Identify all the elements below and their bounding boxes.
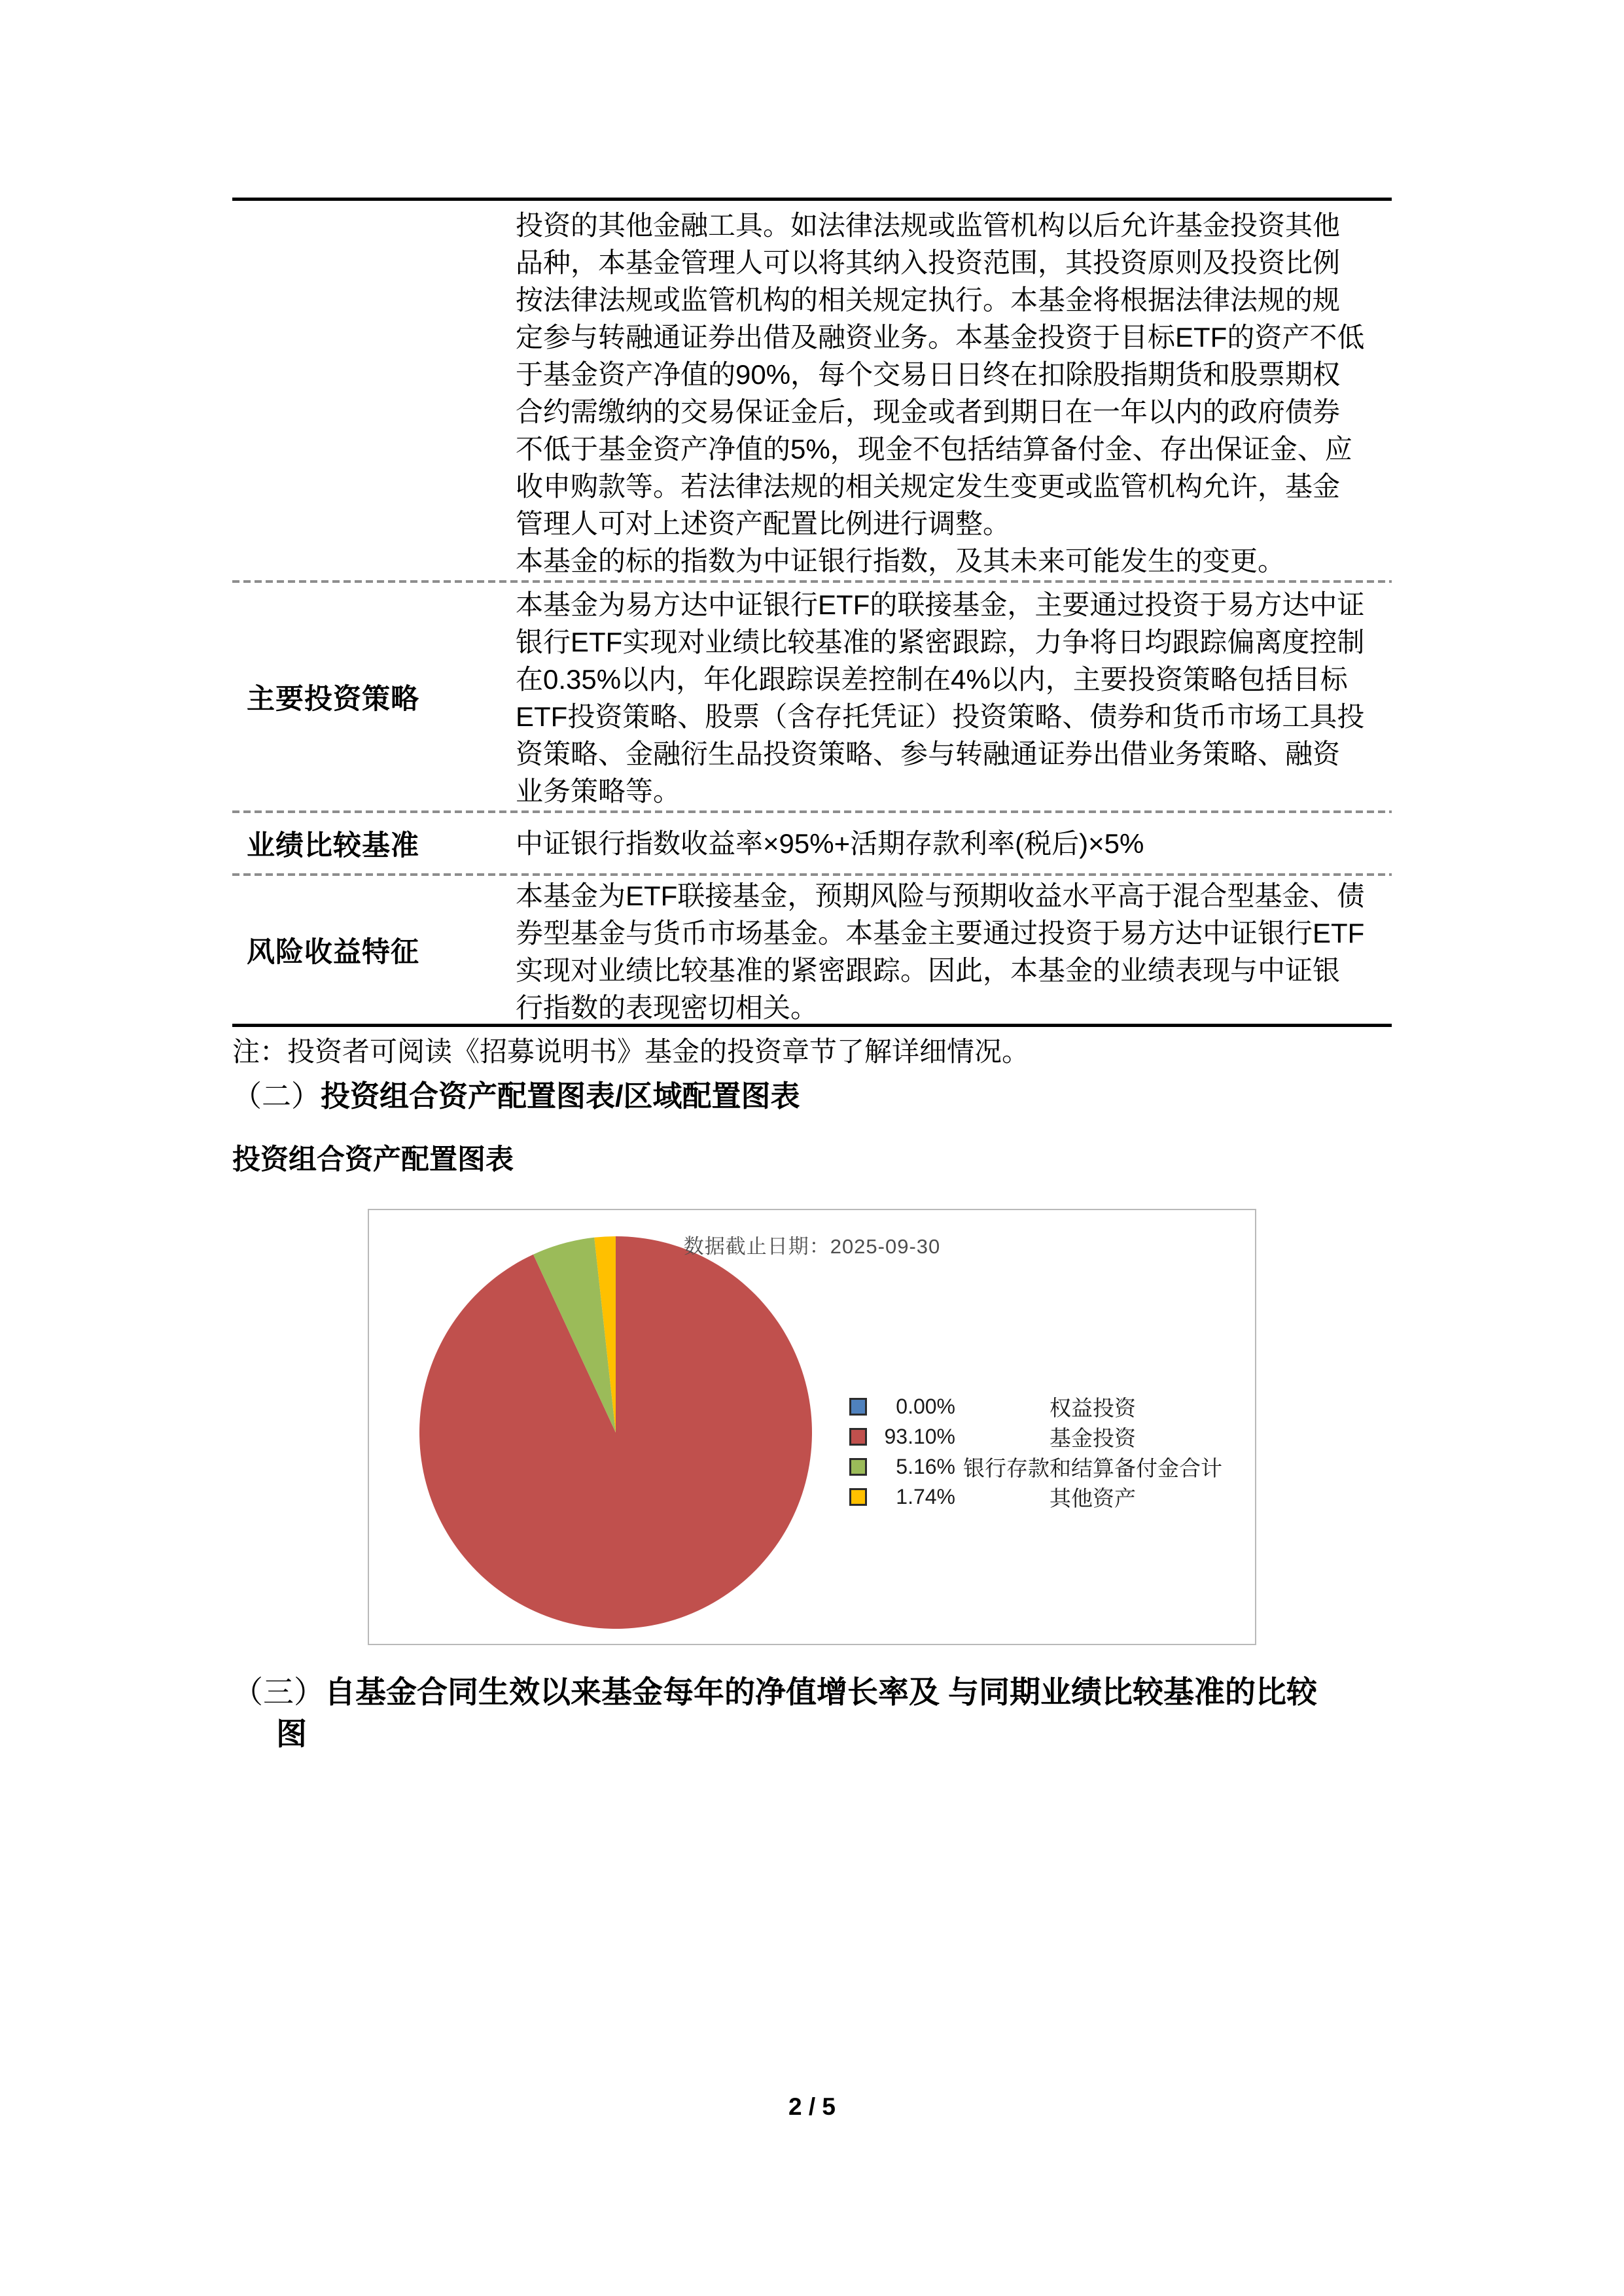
- text-line: 资策略、金融衍生品投资策略、参与转融通证券出借业务策略、融资: [516, 739, 1341, 769]
- legend-item: [849, 1452, 1230, 1482]
- chart-heading: 投资组合资产配置图表: [232, 1144, 514, 1175]
- legend-label: 权益投资: [1050, 1395, 1136, 1420]
- row-label: [232, 201, 501, 580]
- section-3-heading: [232, 1671, 1338, 1755]
- text-line: 投资的其他金融工具。如法律法规或监管机构以后允许基金投资其他: [516, 210, 1341, 241]
- text-line: 本基金为ETF联接基金，预期风险与预期收益水平高于混合型基金、债: [516, 880, 1365, 911]
- text-line: 于基金资产净值的90%，每个交易日日终在扣除股指期货和股票期权: [516, 359, 1341, 390]
- table-row: [232, 201, 1392, 580]
- section-2-heading: [232, 1077, 1392, 1115]
- text-line: 管理人可对上述资产配置比例进行调整。: [516, 508, 1011, 539]
- legend-label: 基金投资: [1050, 1425, 1136, 1450]
- section-3-title: 自基金合同生效以来基金每年的净值增长率及 与同期业绩比较基准的比较图: [276, 1675, 1318, 1751]
- data-cutoff-date: 数据截止日期：2025-09-30: [683, 1235, 941, 1258]
- legend-percent: 93.10%: [884, 1424, 955, 1448]
- text-line: 在0.35%以内，年化跟踪误差控制在4%以内，主要投资策略包括目标: [516, 664, 1348, 695]
- text-line: 本基金为易方达中证银行ETF的联接基金，主要通过投资于易方达中证: [516, 589, 1365, 620]
- table-row: [232, 583, 1392, 810]
- legend-item: [849, 1421, 1230, 1452]
- legend-percent: 0.00%: [896, 1394, 955, 1418]
- text-line: 实现对业绩比较基准的紧密跟踪。因此，本基金的业绩表现与中证银: [516, 955, 1341, 986]
- row-content: [501, 201, 1392, 580]
- page-number: 2 / 5: [788, 2093, 836, 2120]
- legend-percent: 5.16%: [896, 1454, 955, 1478]
- page-content: [232, 198, 1392, 1755]
- legend-label: 其他资产: [1050, 1486, 1136, 1510]
- legend-swatch: [849, 1428, 867, 1446]
- text-line: ETF投资策略、股票（含存托凭证）投资策略、债券和货币市场工具投: [516, 701, 1365, 732]
- text-line: 合约需缴纳的交易保证金后，现金或者到期日在一年以内的政府债券: [516, 396, 1341, 427]
- legend-label: 银行存款和结算备付金合计: [963, 1455, 1222, 1480]
- row-label: 风险收益特征: [247, 936, 419, 968]
- text-line: 收申购款等。若法律法规的相关规定发生变更或监管机构允许，基金: [516, 471, 1341, 502]
- row-label: 主要投资策略: [247, 683, 419, 715]
- section-2-title: 投资组合资产配置图表/区域配置图表: [321, 1079, 800, 1113]
- legend-item: [849, 1391, 1230, 1421]
- text-line: 行指数的表现密切相关。: [516, 992, 819, 1023]
- footnote: 注：投资者可阅读《招募说明书》基金的投资章节了解详细情况。: [232, 1036, 1030, 1067]
- row-label: 业绩比较基准: [247, 829, 419, 861]
- asset-allocation-chart: [368, 1209, 1256, 1645]
- text-line: 业务策略等。: [516, 776, 681, 807]
- text-line: 按法律法规或监管机构的相关规定执行。本基金将根据法律法规的规: [516, 285, 1341, 315]
- section-2-number: （二）: [232, 1079, 321, 1113]
- legend-item: [849, 1482, 1230, 1512]
- row-content: [501, 583, 1392, 810]
- text-line: 不低于基金资产净值的5%，现金不包括结算备付金、存出保证金、应: [516, 434, 1352, 464]
- row-content: [501, 813, 1392, 873]
- row-content: [501, 876, 1392, 1024]
- text-line: 中证银行指数收益率×95%+活期存款利率(税后)×5%: [516, 827, 1144, 859]
- text-line: 券型基金与货币市场基金。本基金主要通过投资于易方达中证银行ETF: [516, 918, 1365, 948]
- chart-legend: [849, 1391, 1230, 1512]
- legend-swatch: [849, 1488, 867, 1506]
- legend-swatch: [849, 1458, 867, 1476]
- legend-percent: 1.74%: [896, 1484, 955, 1508]
- table-row: [232, 876, 1392, 1024]
- text-line: 银行ETF实现对业绩比较基准的紧密跟踪，力争将日均跟踪偏离度控制: [516, 627, 1365, 657]
- section-3-number: （三）: [232, 1675, 325, 1709]
- fund-info-table: [232, 198, 1392, 1027]
- table-row: [232, 813, 1392, 873]
- legend-swatch: [849, 1398, 867, 1416]
- text-line: 定参与转融通证券出借及融资业务。本基金投资于目标ETF的资产不低: [516, 322, 1365, 353]
- text-line: 品种，本基金管理人可以将其纳入投资范围，其投资原则及投资比例: [516, 247, 1341, 278]
- text-line: 本基金的标的指数为中证银行指数，及其未来可能发生的变更。: [516, 546, 1286, 576]
